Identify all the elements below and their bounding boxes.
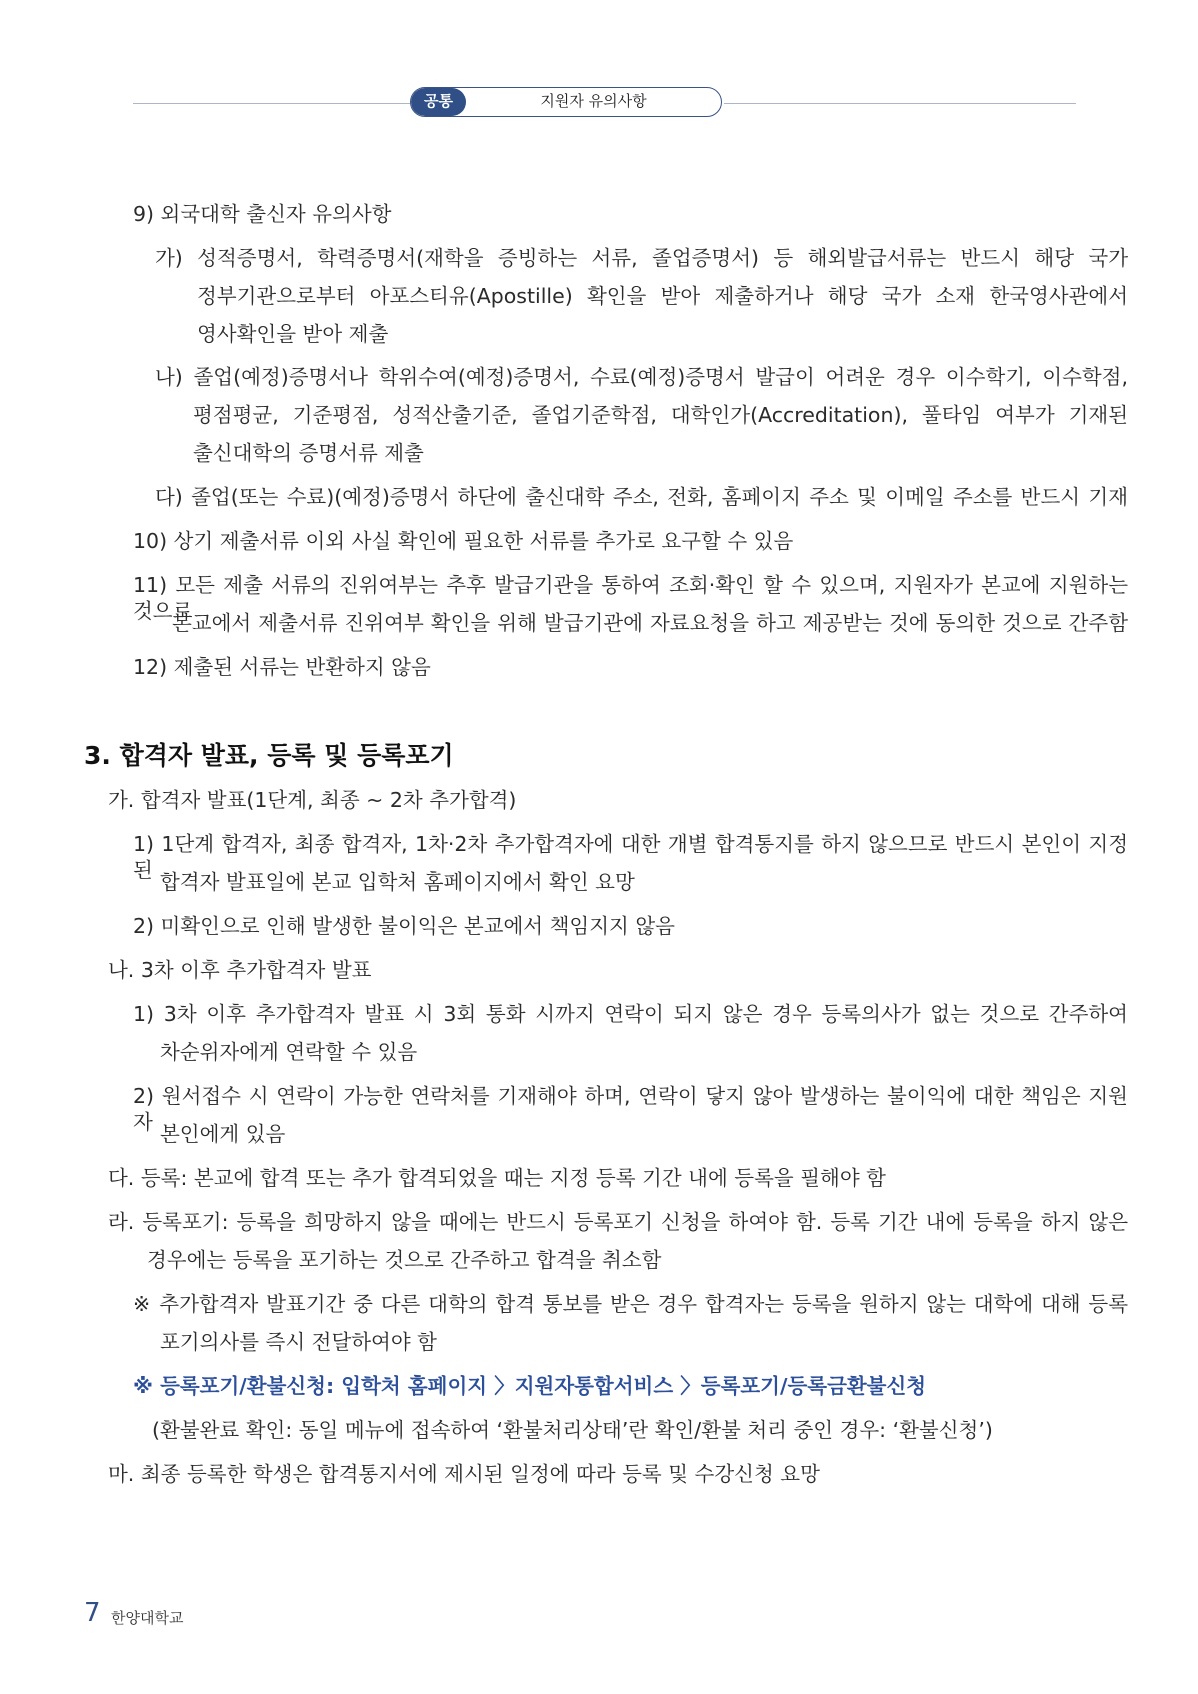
item-9-na-line2: 평점평균, 기준평점, 성적산출기준, 졸업기준학점, 대학인가(Accreditation), 풀타임 여부가 기재된: [193, 403, 1128, 427]
item-11-line2: 본교에서 제출서류 진위여부 확인을 위해 발급기관에 자료요청을 하고 제공받는 것에 동의한 것으로 간주함: [172, 611, 1128, 635]
section-3-note2-sub: (환불완료 확인: 동일 메뉴에 접속하여 ‘환불처리상태’란 확인/환불 처리 중인 경우: ‘환불신청’): [152, 1418, 993, 1442]
section-3-na-2-line2: 본인에게 있음: [160, 1122, 286, 1146]
section-3-note2: ※ 등록포기/환불신청: 입학처 홈페이지 〉지원자통합서비스 〉등록포기/등록금환불신청: [133, 1374, 927, 1398]
section-3-note1-line2: 포기의사를 즉시 전달하여야 함: [160, 1330, 437, 1354]
section-3-ga-1-line1: 1) 1단계 합격자, 최종 합격자, 1차·2차 추가합격자에 대한 개별 합격통지를 하지 않으므로 반드시 본인이 지정된: [133, 832, 1128, 882]
page-header: [0, 0, 1198, 140]
section-3-ga-1-line2: 합격자 발표일에 본교 입학처 홈페이지에서 확인 요망: [160, 870, 635, 894]
item-9-ga-line1: 가) 성적증명서, 학력증명서(재학을 증빙하는 서류, 졸업증명서) 등 해외발급서류는 반드시 해당 국가: [155, 246, 1128, 270]
item-10: 10) 상기 제출서류 이외 사실 확인에 필요한 서류를 추가로 요구할 수 있음: [133, 529, 794, 553]
section-3-na-1-line2: 차순위자에게 연락할 수 있음: [160, 1040, 418, 1064]
item-11-line1: 11) 모든 제출 서류의 진위여부는 추후 발급기관을 통하여 조회·확인 할 수 있으며, 지원자가 본교에 지원하는 것으로: [133, 573, 1128, 623]
section-3-ga-2: 2) 미확인으로 인해 발생한 불이익은 본교에서 책임지지 않음: [133, 914, 675, 938]
section-3-ra-line1: 라. 등록포기: 등록을 희망하지 않을 때에는 반드시 등록포기 신청을 하여야 함. 등록 기간 내에 등록을 하지 않은: [108, 1210, 1128, 1234]
header-tag: 공통: [411, 88, 466, 116]
section-3-na-2-line1: 2) 원서접수 시 연락이 가능한 연락처를 기재해야 하며, 연락이 닿지 않아 발생하는 불이익에 대한 책임은 지원자: [133, 1084, 1128, 1134]
header-rule-left: [133, 103, 413, 104]
item-9: 9) 외국대학 출신자 유의사항: [133, 202, 392, 226]
page-number: 7: [84, 1598, 101, 1628]
section-3-ra-line2: 경우에는 등록을 포기하는 것으로 간주하고 합격을 취소함: [147, 1248, 662, 1272]
item-9-ga-line2: 정부기관으로부터 아포스티유(Apostille) 확인을 받아 제출하거나 해당 국가 소재 한국영사관에서: [197, 284, 1128, 308]
item-9-ga-line3: 영사확인을 받아 제출: [197, 322, 389, 346]
section-3-na-1-line1: 1) 3차 이후 추가합격자 발표 시 3회 통화 시까지 연락이 되지 않은 경우 등록의사가 없는 것으로 간주하여: [133, 1002, 1128, 1026]
section-3-ma: 마. 최종 등록한 학생은 합격통지서에 제시된 일정에 따라 등록 및 수강신청 요망: [108, 1462, 820, 1486]
section-3-note1-line1: ※ 추가합격자 발표기간 중 다른 대학의 합격 통보를 받은 경우 합격자는 등록을 원하지 않는 대학에 대해 등록: [133, 1292, 1128, 1316]
item-9-na-line1: 나) 졸업(예정)증명서나 학위수여(예정)증명서, 수료(예정)증명서 발급이 어려운 경우 이수학기, 이수학점,: [155, 365, 1128, 389]
section-3-da: 다. 등록: 본교에 합격 또는 추가 합격되었을 때는 지정 등록 기간 내에 등록을 필해야 함: [108, 1166, 886, 1190]
header-title: 지원자 유의사항: [540, 92, 647, 110]
header-pill: [410, 87, 722, 117]
section-3-ga: 가. 합격자 발표(1단계, 최종 ~ 2차 추가합격): [108, 788, 517, 812]
item-9-na-line3: 출신대학의 증명서류 제출: [193, 441, 424, 465]
item-12: 12) 제출된 서류는 반환하지 않음: [133, 655, 431, 679]
item-9-da: 다) 졸업(또는 수료)(예정)증명서 하단에 출신대학 주소, 전화, 홈페이지 주소 및 이메일 주소를 반드시 기재: [155, 485, 1128, 509]
section-3-title: 3. 합격자 발표, 등록 및 등록포기: [84, 741, 454, 770]
footer-school-name: 한양대학교: [111, 1609, 184, 1627]
header-rule-right: [724, 103, 1076, 104]
section-3-na: 나. 3차 이후 추가합격자 발표: [108, 958, 372, 982]
